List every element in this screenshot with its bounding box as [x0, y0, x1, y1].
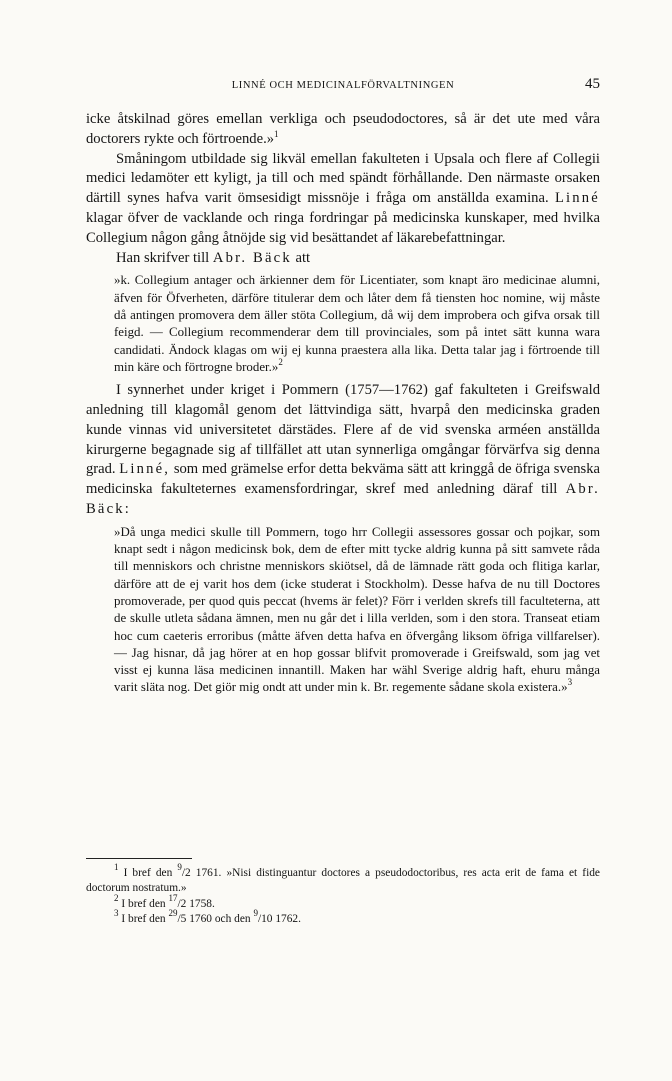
- page-number: 45: [585, 76, 600, 92]
- block-quote-1: [86, 272, 600, 376]
- footnote-mark: 1: [114, 862, 119, 872]
- footnote-ref-1: 1: [274, 128, 279, 139]
- date-month: /5: [177, 912, 187, 925]
- footnote-ref-3: 3: [567, 677, 573, 688]
- block-quote-2: [86, 524, 600, 697]
- footnote-text: 1758.: [186, 897, 215, 910]
- date-day: 29: [168, 907, 178, 918]
- paragraph-1: [86, 110, 600, 150]
- quote-2-paragraph: [114, 524, 600, 697]
- paragraph-3: [86, 249, 600, 269]
- date-day: 17: [168, 892, 178, 903]
- paragraph-2-text-b: klagar öfver de vacklande och ringa fordringar på medicinska kunskaper, med hvilka Collegium någon gång åtnöjde sig vid besättandet af läkarebefattningar.: [86, 209, 600, 246]
- name-back-2: Abr. Bäck:: [86, 481, 600, 517]
- page-header: [86, 78, 600, 98]
- footnote-mark: 3: [114, 907, 119, 918]
- footnote-text: I bref den: [121, 912, 169, 925]
- footnote-text: 1760 och den: [186, 912, 254, 925]
- footnote-ref-2: 2: [278, 356, 283, 367]
- quote-2-text: »Då unga medici skulle till Pommern, togo hrr Collegii assessores gossar och pojkar, som knapt sedt i någon medicinsk bok, dem de efter mitt tycke aldrig kunna på sitt samvete råda till menniskors och christne menniskors skiötsel, då de lämnade rätt goda och flitiga karlar, därföre att de ej varit hos dem (icke studerat i Stockholm). Desse hafva de nu till Doctores promoverade, per quod quis peccat (hvems är felet)? Förr i verlden skrefs till faculteterna, att de skulle utleta sådana ämnen, men nu går det i lilla verlden, som i den stora. Transeat etiam hoc cum caeteris erroribus (måtte äfven detta hafva en öfvergång liksom öfriga villfarelser). — Jag hisnar, då jag hörer at en hop gossar blifvit promoverade i Greifswald, som jag vet visst ej kunna läsa medicinen innantill. Maken har wähl Sverige aldrig haft, ehuru många varit släta nog. Det giör mig ondt att under min k. Br. regemente sådane skola existera.»: [114, 524, 600, 695]
- name-linne-2: Linné,: [119, 461, 171, 478]
- name-back: Abr. Bäck: [212, 249, 292, 266]
- footnote-rule: [86, 858, 192, 859]
- paragraph-3-text-b: att: [295, 249, 311, 266]
- paragraph-4-text-b: som med grämelse erfor detta bekväma sätt att kringgå de öfriga svenska medicinska fakulteternes examensfordringar, skref med anledning däraf till: [86, 461, 600, 498]
- footnote-3: [86, 907, 600, 927]
- quote-1-paragraph: [114, 272, 600, 376]
- footnote-text: 1761. »Nisi distinguantur doctores a pseudodoctoribus, res acta erit de fama et fide doctorum nostratum.»: [86, 867, 600, 895]
- footnote-text: I bref den: [121, 897, 169, 910]
- paragraph-1-text: icke åtskilnad göres emellan verkliga och pseudodoctores, så är det ute med våra doctorers rykte och förtroende.»: [86, 111, 600, 147]
- running-head: LINNÉ OCH MEDICINALFÖRVALTNINGEN: [231, 80, 455, 91]
- footnote-text: I bref den: [123, 867, 178, 879]
- date-month: /10: [257, 912, 273, 925]
- footnote-1: [86, 862, 600, 897]
- date-day: 9: [253, 907, 258, 918]
- name-linne: Linné: [554, 190, 600, 207]
- date-month: /2: [177, 897, 187, 910]
- footnote-text: 1762.: [272, 912, 301, 925]
- date-day: 9: [177, 862, 182, 872]
- quote-1-text: »k. Collegium antager och ärkienner dem för Licentiater, som knapt äro medicinae alumni, äfven för Öfverheten, därföre titulerar dem och låter dem få tiensten hoc nomine, wij måste då antingen promovera dem äller stöta Collegium, då wij dem improbera och gifva orsak till feigd. — Collegium recommenderar dem till provinciales, som på intet sätt kunna wara candidati. Ändock klagas om wij ej kunna praestera alla lika. Detta talar jag i förtroende till min käre och förtrogne broder.»: [114, 273, 600, 374]
- footnote-2: [86, 892, 600, 912]
- date-month: /2: [181, 867, 191, 879]
- paragraph-4: [86, 381, 600, 520]
- paragraph-2-text-a: Småningom utbildade sig likväl emellan fakulteten i Upsala och flere af Collegii medici ledamöter ett kyligt, ja till och med spändt förhållande. Den närmaste orsaken därtill synes hafva varit ömsesidigt missnöje i fråga om anställda examina.: [86, 150, 600, 207]
- footnotes: [86, 862, 600, 927]
- footnote-mark: 2: [114, 892, 119, 903]
- paragraph-2: [86, 150, 600, 249]
- paragraph-4-text-a: I synnerhet under kriget i Pommern (1757—1762) gaf fakulteten i Greifswald anledning till klagomål genom det lättvindiga sätt, hvarpå den medicinska graden kunde vinnas vid universitetet därstädes. Flere af de vid svenska arméen anställda kirurgerne begagnade sig af tillfället att utan synnerliga omgångar förvärfva sig denna grad.: [86, 382, 600, 478]
- body-text: [86, 110, 600, 702]
- paragraph-3-text-a: Han skrifver till: [116, 249, 210, 266]
